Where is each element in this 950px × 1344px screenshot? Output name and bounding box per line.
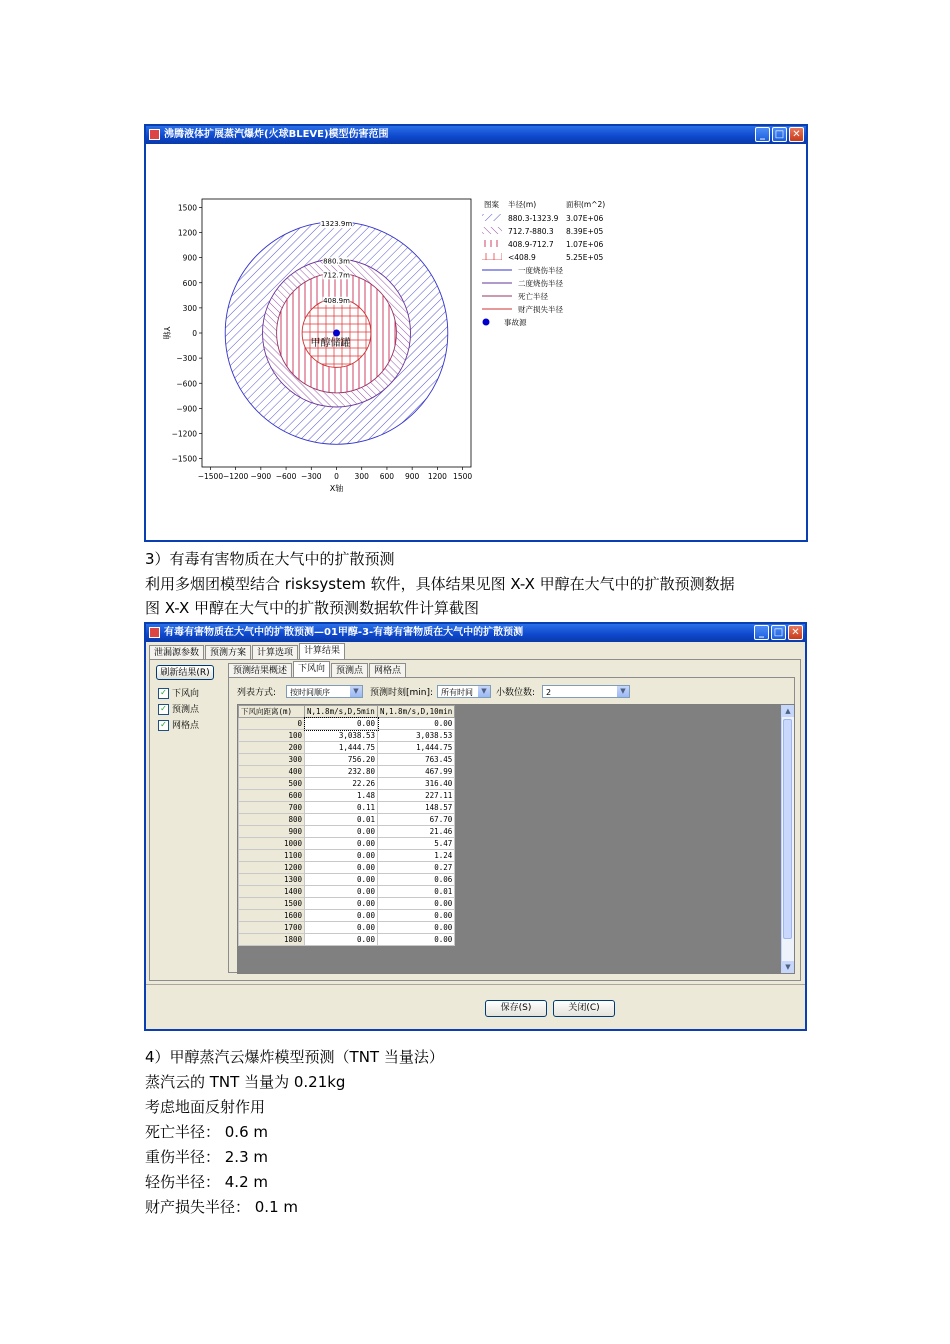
legend-swatch-second — [482, 227, 502, 234]
checkbox-points[interactable]: ✓ 预测点 — [158, 704, 199, 716]
circle-label-1: 1323.9m — [320, 220, 353, 229]
tab-leak-source[interactable]: 泄漏源参数 — [149, 645, 204, 660]
subtab-grid[interactable]: 网格点 — [369, 663, 406, 678]
dispersion-window-title: 有毒有害物质在大气中的扩散预测—01甲醇-3-有毒有害物质在大气中的扩散预测 — [164, 627, 524, 638]
table-cell[interactable]: 800 — [239, 814, 305, 826]
table-row[interactable] — [239, 742, 455, 754]
circle-label-2: 880.3m — [323, 257, 350, 266]
table-row[interactable] — [239, 838, 455, 850]
table-cell[interactable]: 1000 — [239, 838, 305, 850]
x-tick-label: −300 — [300, 472, 322, 481]
legend-radius-4: <408.9 — [508, 253, 536, 262]
table-row[interactable] — [239, 850, 455, 862]
table-cell[interactable]: 0.00 — [378, 934, 455, 946]
heading-4: 4）甲醇蒸汽云爆炸模型预测（TNT 当量法） — [145, 1048, 444, 1066]
table-row[interactable] — [239, 778, 455, 790]
tnt-equivalent: 蒸汽云的 TNT 当量为 0.21kg — [145, 1073, 346, 1091]
table-cell[interactable]: 1100 — [239, 850, 305, 862]
table-cell[interactable]: 500 — [239, 778, 305, 790]
table-row[interactable] — [239, 922, 455, 934]
table-cell[interactable]: 0.00 — [305, 718, 378, 730]
severe-injury-radius: 重伤半径： 2.3 m — [145, 1148, 269, 1166]
y-tick-label: 900 — [182, 253, 197, 263]
checkbox-grid[interactable]: ✓ 网格点 — [158, 720, 199, 732]
scroll-up-icon[interactable]: ▲ — [782, 705, 794, 717]
legend-swatch-vertical — [482, 240, 502, 247]
scroll-thumb[interactable] — [783, 719, 792, 939]
legend-header-radius: 半径(m) — [508, 200, 537, 209]
legend-swatch-outer — [482, 214, 502, 221]
table-cell[interactable]: 0.00 — [305, 874, 378, 886]
table-cell[interactable]: 21.46 — [378, 826, 455, 838]
subtab-points[interactable]: 预测点 — [331, 663, 368, 678]
subtab-downwind[interactable]: 下风向 — [293, 661, 330, 678]
y-tick-label: 600 — [182, 278, 197, 288]
bleve-damage-chart — [146, 144, 806, 540]
time-label: 预测时刻[min]: — [370, 688, 434, 698]
circle-label-4: 408.9m — [323, 296, 350, 305]
table-cell[interactable]: 0.00 — [305, 862, 378, 874]
dispersion-window-titlebar[interactable] — [146, 624, 805, 642]
legend-swatch-grid — [482, 253, 502, 260]
x-tick-label: 900 — [404, 472, 420, 481]
table-row[interactable] — [239, 826, 455, 838]
table-row[interactable] — [239, 874, 455, 886]
legend-first-burn: 一度烧伤半径 — [518, 266, 563, 275]
column-header[interactable]: N,1.8m/s,D,10min — [378, 706, 455, 718]
save-button[interactable]: 保存(S) — [485, 1000, 547, 1017]
table-cell[interactable]: 0.00 — [378, 898, 455, 910]
table-cell[interactable]: 0.00 — [378, 910, 455, 922]
decimals-select[interactable] — [542, 685, 630, 698]
results-table — [238, 705, 455, 946]
chevron-down-icon: ▼ — [350, 686, 362, 697]
tab-scheme[interactable]: 预测方案 — [205, 645, 251, 660]
divider — [146, 984, 805, 985]
table-cell[interactable]: 0 — [239, 718, 305, 730]
x-tick-label: 600 — [379, 472, 395, 481]
table-cell[interactable]: 3,038.53 — [305, 730, 378, 742]
maximize-button[interactable]: □ — [772, 127, 787, 142]
y-tick-label: −900 — [176, 404, 197, 414]
table-cell[interactable]: 0.06 — [378, 874, 455, 886]
results-panel — [149, 659, 801, 981]
light-injury-radius: 轻伤半径： 4.2 m — [145, 1173, 269, 1191]
table-cell[interactable]: 0.00 — [378, 922, 455, 934]
table-cell[interactable]: 1200 — [239, 862, 305, 874]
table-cell[interactable]: 0.27 — [378, 862, 455, 874]
table-cell[interactable]: 227.11 — [378, 790, 455, 802]
legend-source: 事故源 — [504, 318, 527, 327]
y-tick-label: 0 — [192, 329, 197, 338]
legend-header-area: 面积(m^2) — [566, 200, 606, 209]
table-cell[interactable]: 1.24 — [378, 850, 455, 862]
time-value: 所有时间 — [441, 688, 473, 697]
table-cell[interactable]: 763.45 — [378, 754, 455, 766]
table-cell[interactable]: 700 — [239, 802, 305, 814]
table-cell[interactable]: 0.00 — [305, 910, 378, 922]
table-cell[interactable]: 0.00 — [305, 838, 378, 850]
table-cell[interactable]: 0.00 — [305, 826, 378, 838]
column-header[interactable]: 下风向距离(m) — [239, 706, 305, 718]
table-cell[interactable]: 0.00 — [305, 850, 378, 862]
close-button[interactable]: ✕ — [789, 127, 804, 142]
table-cell[interactable]: 400 — [239, 766, 305, 778]
table-cell[interactable]: 0.00 — [305, 922, 378, 934]
table-row[interactable] — [239, 898, 455, 910]
paragraph-risksystem: 利用多烟团模型结合 risksystem 软件，具体结果见图 X-X 甲醇在大气中的扩散预测数据 — [145, 575, 735, 593]
table-row[interactable] — [239, 910, 455, 922]
legend-death: 死亡半径 — [518, 292, 548, 301]
tab-options[interactable]: 计算选项 — [252, 645, 298, 660]
legend-area-1: 3.07E+06 — [566, 214, 604, 223]
time-select[interactable] — [437, 685, 491, 698]
table-cell[interactable]: 22.26 — [305, 778, 378, 790]
legend-area-4: 5.25E+05 — [566, 253, 604, 262]
source-point — [333, 330, 340, 337]
table-cell[interactable]: 1,444.75 — [378, 742, 455, 754]
table-cell[interactable]: 0.01 — [378, 886, 455, 898]
table-row[interactable] — [239, 802, 455, 814]
vertical-scrollbar[interactable] — [781, 705, 794, 973]
legend-property: 财产损失半径 — [518, 305, 563, 314]
table-cell[interactable]: 1700 — [239, 922, 305, 934]
subtab-summary[interactable]: 预测结果概述 — [228, 663, 292, 678]
checkbox-points-label: 预测点 — [172, 705, 200, 715]
legend-area-3: 1.07E+06 — [566, 240, 604, 249]
decimals-label: 小数位数: — [496, 688, 536, 698]
list-mode-value: 按时间顺序 — [290, 688, 330, 697]
chevron-down-icon: ▼ — [478, 686, 490, 697]
death-radius: 死亡半径： 0.6 m — [145, 1123, 269, 1141]
legend-source-dot — [483, 319, 490, 326]
checkbox-downwind[interactable]: ✓ 下风向 — [158, 688, 199, 700]
main-tabs — [149, 645, 346, 660]
chart-window-titlebar[interactable] — [146, 126, 806, 144]
heading-3: 3）有毒有害物质在大气中的扩散预测 — [145, 550, 395, 568]
figure-caption: 图 X-X 甲醇在大气中的扩散预测数据软件计算截图 — [145, 599, 480, 617]
ground-reflection: 考虑地面反射作用 — [145, 1098, 266, 1116]
table-row[interactable] — [239, 766, 455, 778]
table-cell[interactable]: 148.57 — [378, 802, 455, 814]
table-cell[interactable]: 0.00 — [378, 718, 455, 730]
table-cell[interactable]: 1400 — [239, 886, 305, 898]
y-tick-label: −1200 — [171, 429, 197, 439]
table-cell[interactable]: 0.00 — [305, 898, 378, 910]
table-row[interactable] — [239, 790, 455, 802]
table-cell[interactable]: 200 — [239, 742, 305, 754]
results-grid — [237, 704, 795, 974]
y-axis-label: Y轴 — [162, 326, 171, 340]
table-row[interactable] — [239, 730, 455, 742]
source-label: 甲醇储罐 — [310, 338, 351, 349]
table-row[interactable] — [239, 934, 455, 946]
table-row[interactable] — [239, 814, 455, 826]
property-loss-radius: 财产损失半径： 0.1 m — [145, 1198, 299, 1216]
close-button[interactable]: ✕ — [788, 625, 803, 640]
table-cell[interactable]: 0.11 — [305, 802, 378, 814]
x-tick-label: 0 — [334, 472, 339, 481]
column-header[interactable]: N,1.8m/s,D,5min — [305, 706, 378, 718]
table-cell[interactable]: 900 — [239, 826, 305, 838]
minimize-button[interactable]: _ — [755, 127, 770, 142]
table-cell[interactable]: 100 — [239, 730, 305, 742]
app-icon — [149, 129, 160, 140]
y-tick-label: 1500 — [177, 203, 197, 213]
table-cell[interactable]: 1600 — [239, 910, 305, 922]
checkbox-downwind-label: 下风向 — [172, 689, 200, 699]
circle-label-3: 712.7m — [323, 271, 350, 280]
y-tick-label: −300 — [176, 354, 197, 364]
bleve-chart-window — [144, 124, 808, 542]
minimize-button[interactable]: _ — [754, 625, 769, 640]
legend-radius-3: 408.9-712.7 — [508, 240, 554, 249]
table-row[interactable] — [239, 754, 455, 766]
downwind-panel — [228, 677, 795, 973]
checkbox-grid-label: 网格点 — [172, 721, 200, 731]
x-axis-label: X轴 — [329, 484, 344, 493]
table-cell[interactable]: 1500 — [239, 898, 305, 910]
table-cell[interactable]: 67.70 — [378, 814, 455, 826]
table-cell[interactable]: 0.00 — [305, 886, 378, 898]
list-mode-label: 列表方式: — [237, 688, 277, 698]
list-mode-select[interactable] — [286, 685, 363, 698]
table-cell[interactable]: 300 — [239, 754, 305, 766]
x-tick-label: 300 — [354, 472, 369, 481]
table-row[interactable] — [239, 886, 455, 898]
table-cell[interactable]: 1300 — [239, 874, 305, 886]
chart-window-title: 沸腾液体扩展蒸汽爆炸(火球BLEVE)模型伤害范围 — [164, 129, 389, 140]
table-cell[interactable]: 5.47 — [378, 838, 455, 850]
legend-radius-2: 712.7-880.3 — [508, 227, 554, 236]
y-tick-label: 300 — [182, 303, 197, 313]
x-tick-label: −900 — [250, 472, 272, 481]
table-cell[interactable]: 1.48 — [305, 790, 378, 802]
table-cell[interactable]: 3,038.53 — [378, 730, 455, 742]
legend-radius-1: 880.3-1323.9 — [508, 214, 559, 223]
legend-header-pattern: 图案 — [484, 200, 499, 209]
y-tick-label: −1500 — [171, 454, 197, 464]
sub-tabs — [228, 663, 407, 678]
y-tick-label: 1200 — [177, 228, 197, 238]
legend-second-burn: 二度烧伤半径 — [518, 279, 563, 288]
scroll-down-icon[interactable]: ▼ — [782, 961, 794, 973]
table-cell[interactable]: 0.01 — [305, 814, 378, 826]
table-cell[interactable]: 600 — [239, 790, 305, 802]
x-tick-label: 1500 — [453, 472, 473, 481]
table-row[interactable] — [239, 862, 455, 874]
close-dialog-button[interactable]: 关闭(C) — [553, 1000, 615, 1017]
tab-results[interactable]: 计算结果 — [299, 643, 345, 660]
table-row[interactable] — [239, 718, 455, 730]
table-cell[interactable]: 316.40 — [378, 778, 455, 790]
dispersion-window — [144, 622, 807, 1031]
maximize-button[interactable]: □ — [771, 625, 786, 640]
decimals-value: 2 — [546, 688, 552, 697]
table-cell[interactable]: 756.20 — [305, 754, 378, 766]
chevron-down-icon: ▼ — [617, 686, 629, 697]
app-icon — [149, 627, 160, 638]
y-tick-label: −600 — [176, 379, 197, 389]
refresh-button[interactable]: 刷新结果(R) — [156, 665, 214, 680]
x-tick-label: −600 — [275, 472, 297, 481]
x-tick-label: −1500 — [197, 472, 224, 481]
legend-area-2: 8.39E+05 — [566, 227, 604, 236]
table-cell[interactable]: 0.00 — [305, 934, 378, 946]
table-cell[interactable]: 232.80 — [305, 766, 378, 778]
x-tick-label: −1200 — [222, 472, 249, 481]
table-cell[interactable]: 1,444.75 — [305, 742, 378, 754]
table-cell[interactable]: 1800 — [239, 934, 305, 946]
x-tick-label: 1200 — [427, 472, 447, 481]
table-cell[interactable]: 467.99 — [378, 766, 455, 778]
